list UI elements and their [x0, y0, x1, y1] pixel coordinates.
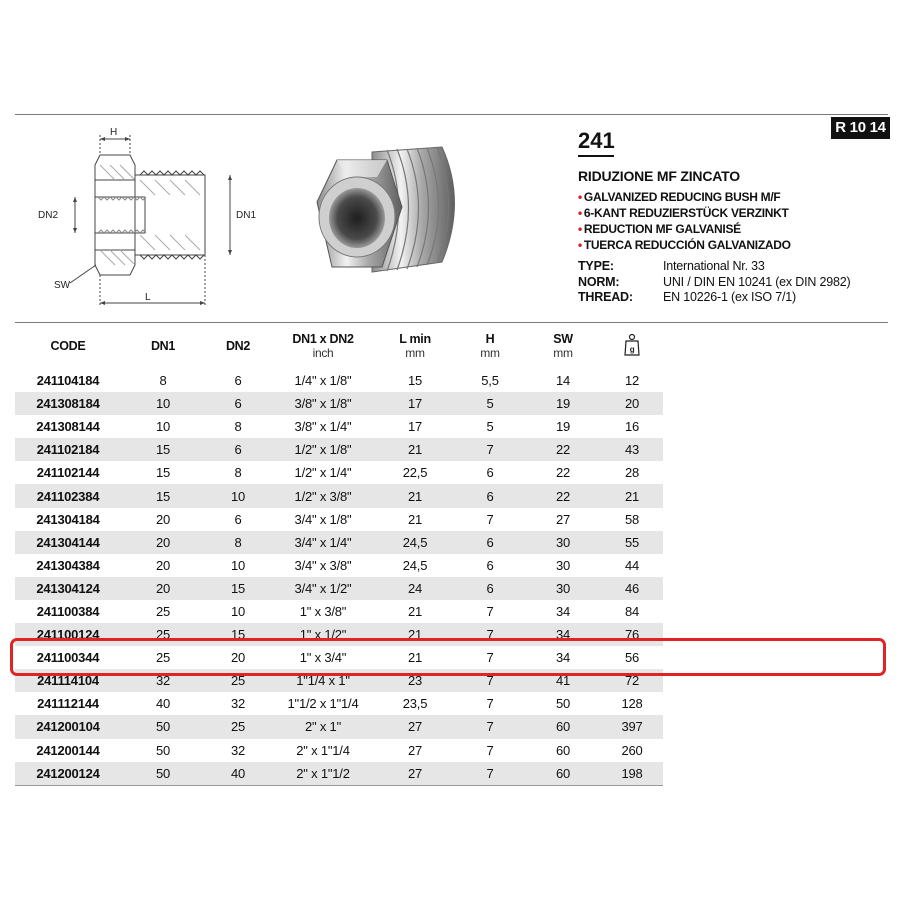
cell-dn2: 8	[234, 534, 242, 550]
bullet-icon: •	[578, 190, 582, 204]
cell-code: 241102184	[36, 442, 100, 458]
cell-sw: 19	[555, 396, 571, 412]
cell-sw: 41	[555, 673, 571, 689]
cell-w: 128	[621, 696, 643, 712]
cell-dn2: 10	[230, 557, 246, 573]
cell-code: 241100344	[36, 650, 100, 666]
cell-w: 72	[624, 673, 640, 689]
table-row	[15, 392, 663, 415]
cell-h: 6	[486, 534, 494, 550]
header-wrench-size: SW mm	[553, 332, 573, 360]
cell-dn1: 50	[155, 719, 171, 735]
cell-w: 46	[624, 580, 640, 596]
cell-code: 241200104	[36, 719, 100, 735]
section-divider	[15, 322, 888, 323]
cell-dn1: 8	[159, 373, 167, 389]
dim-label-sw: SW	[54, 280, 71, 291]
cell-dn1: 25	[155, 650, 171, 666]
cell-dim: 1"1/2 x 1"1/4	[287, 696, 359, 712]
cell-dim: 2" x 1"	[304, 719, 341, 735]
cell-h: 6	[486, 465, 494, 481]
product-name-italian: RIDUZIONE MF ZINCATO	[578, 168, 740, 184]
cell-sw: 22	[555, 442, 571, 458]
cell-sw: 60	[555, 742, 571, 758]
cell-l: 15	[407, 373, 423, 389]
cell-dn2: 25	[230, 673, 246, 689]
table-row	[15, 623, 663, 646]
cell-h: 6	[486, 557, 494, 573]
table-row	[15, 415, 663, 438]
cell-l: 27	[407, 742, 423, 758]
cell-code: 241102384	[36, 488, 100, 504]
bullet-icon: •	[578, 238, 582, 252]
cell-dim: 1/4" x 1/8"	[294, 373, 352, 389]
cell-h: 7	[486, 673, 494, 689]
cell-w: 198	[621, 765, 643, 781]
cell-dn2: 25	[230, 719, 246, 735]
cell-l: 23,5	[402, 696, 428, 712]
table-row	[15, 715, 663, 738]
cell-h: 7	[486, 719, 494, 735]
cell-dn2: 20	[230, 650, 246, 666]
cell-code: 241308184	[36, 396, 100, 412]
cell-l: 27	[407, 765, 423, 781]
title-underline	[578, 155, 614, 157]
cell-dn2: 8	[234, 419, 242, 435]
cell-dn2: 10	[230, 603, 246, 619]
cell-l: 17	[407, 419, 423, 435]
technical-drawing	[30, 125, 270, 315]
table-row	[15, 461, 663, 484]
table-row	[15, 508, 663, 531]
cell-dn1: 32	[155, 673, 171, 689]
cell-dim: 1/2" x 1/4"	[294, 465, 352, 481]
cell-dn1: 15	[155, 488, 171, 504]
cell-dn1: 20	[155, 580, 171, 596]
cell-code: 241104184	[36, 373, 100, 389]
product-name-french: • REDUCTION MF GALVANISÉ	[578, 222, 741, 236]
cell-dim: 3/8" x 1/8"	[294, 396, 352, 412]
cell-dn2: 15	[230, 580, 246, 596]
bullet-icon: •	[578, 222, 582, 236]
cell-code: 241200144	[36, 742, 100, 758]
cell-code: 241102144	[36, 465, 100, 481]
cell-sw: 34	[555, 650, 571, 666]
bullet-icon: •	[578, 206, 582, 220]
cell-w: 56	[624, 650, 640, 666]
cell-sw: 60	[555, 719, 571, 735]
cell-dn2: 40	[230, 765, 246, 781]
dim-label-dn1: DN1	[236, 210, 257, 221]
table-row	[15, 762, 663, 785]
cell-w: 44	[624, 557, 640, 573]
cell-dim: 3/4" x 1/4"	[294, 534, 352, 550]
header-length: L min mm	[399, 332, 431, 360]
table-row	[15, 577, 663, 600]
cell-l: 24,5	[402, 557, 428, 573]
cell-l: 21	[407, 511, 423, 527]
cell-dim: 1" x 3/4"	[299, 650, 347, 666]
cell-sw: 30	[555, 534, 571, 550]
cell-dn1: 25	[155, 603, 171, 619]
header-dimensions: DN1 x DN2 inch	[292, 332, 354, 360]
cell-dn1: 20	[155, 511, 171, 527]
top-divider	[15, 114, 888, 115]
cell-dn1: 10	[155, 396, 171, 412]
header-height: H mm	[480, 332, 500, 360]
cell-h: 7	[486, 650, 494, 666]
cell-w: 43	[624, 442, 640, 458]
product-names-translations	[578, 189, 890, 253]
svg-text:g: g	[629, 344, 635, 354]
dim-label-l: L	[145, 292, 151, 303]
product-photo	[292, 132, 472, 302]
cell-h: 5	[486, 419, 494, 435]
cell-dn2: 32	[230, 742, 246, 758]
cell-dn2: 6	[234, 373, 242, 389]
table-row	[15, 531, 663, 554]
cell-l: 24	[407, 580, 423, 596]
cell-sw: 30	[555, 557, 571, 573]
cell-dn1: 10	[155, 419, 171, 435]
cell-code: 241304124	[36, 580, 100, 596]
table-row-highlighted	[15, 646, 663, 669]
cell-dn2: 8	[234, 465, 242, 481]
cell-h: 5	[486, 396, 494, 412]
table-row	[15, 669, 663, 692]
cell-dim: 1/2" x 1/8"	[294, 442, 352, 458]
product-table	[15, 326, 663, 786]
cell-w: 20	[624, 396, 640, 412]
cell-h: 6	[486, 580, 494, 596]
cell-sw: 22	[555, 488, 571, 504]
cell-l: 21	[407, 603, 423, 619]
table-body	[15, 366, 663, 785]
header-dn1: DN1	[150, 339, 176, 353]
header-dn2: DN2	[225, 339, 251, 353]
cell-dim: 1/2" x 3/8"	[294, 488, 352, 504]
cell-h: 5,5	[481, 373, 499, 389]
cell-l: 21	[407, 488, 423, 504]
dim-label-dn2: DN2	[38, 210, 59, 221]
table-row	[15, 438, 663, 461]
cell-dim: 2" x 1"1/4	[296, 742, 350, 758]
cell-code: 241304144	[36, 534, 100, 550]
product-name-german: • 6-KANT REDUZIERSTÜCK VERZINKT	[578, 206, 789, 220]
product-code: 241	[578, 128, 615, 153]
table-header	[15, 326, 663, 366]
cell-code: 241304384	[36, 557, 100, 573]
table-row	[15, 692, 663, 715]
cell-dn2: 6	[234, 396, 242, 412]
spec-norm: NORM: UNI / DIN EN 10241 (ex DIN 2982)	[578, 274, 851, 289]
product-specs	[578, 259, 890, 306]
cell-sw: 34	[555, 603, 571, 619]
product-info	[578, 128, 890, 306]
cell-sw: 60	[555, 765, 571, 781]
cell-w: 28	[624, 465, 640, 481]
table-row	[15, 484, 663, 507]
table-row	[15, 739, 663, 762]
cell-h: 7	[486, 627, 494, 643]
cell-dim: 1" x 3/8"	[299, 603, 347, 619]
cell-sw: 14	[555, 373, 571, 389]
cell-sw: 34	[555, 627, 571, 643]
cell-dn2: 32	[230, 696, 246, 712]
cell-dn1: 15	[155, 465, 171, 481]
cell-code: 241100124	[36, 627, 100, 643]
cell-dn1: 50	[155, 742, 171, 758]
cell-code: 241112144	[37, 696, 99, 712]
cell-dim: 1"1/4 x 1"	[296, 673, 350, 689]
cell-w: 21	[624, 488, 640, 504]
cell-sw: 50	[555, 696, 571, 712]
cell-h: 7	[486, 603, 494, 619]
header-code: CODE	[50, 339, 86, 353]
cell-l: 21	[407, 627, 423, 643]
cell-dim: 2" x 1"1/2	[296, 765, 350, 781]
cell-dn2: 15	[230, 627, 246, 643]
cell-h: 7	[486, 442, 494, 458]
cell-dim: 3/4" x 1/8"	[294, 511, 352, 527]
cell-w: 12	[624, 373, 640, 389]
cell-l: 21	[407, 442, 423, 458]
cell-dn1: 15	[155, 442, 171, 458]
cell-code: 241114104	[37, 673, 99, 689]
cell-dn2: 6	[234, 442, 242, 458]
cell-w: 397	[621, 719, 643, 735]
cell-dim: 3/4" x 3/8"	[294, 557, 352, 573]
cell-w: 58	[624, 511, 640, 527]
cell-l: 21	[407, 650, 423, 666]
product-name-spanish: • TUERCA REDUCCIÓN GALVANIZADO	[578, 238, 791, 252]
spec-thread: THREAD: EN 10226-1 (ex ISO 7/1)	[578, 290, 796, 304]
catalog-badge: R 10 14	[831, 117, 890, 139]
product-name-english: • GALVANIZED REDUCING BUSH M/F	[578, 190, 781, 204]
cell-dn1: 20	[155, 557, 171, 573]
cell-l: 27	[407, 719, 423, 735]
cell-w: 260	[621, 742, 643, 758]
cell-h: 6	[486, 488, 494, 504]
cell-sw: 19	[555, 419, 571, 435]
cell-dn1: 50	[155, 765, 171, 781]
header-weight	[601, 333, 663, 360]
table-row	[15, 554, 663, 577]
cell-code: 241304184	[36, 511, 100, 527]
cell-code: 241308144	[36, 419, 100, 435]
cell-l: 24,5	[402, 534, 428, 550]
weight-icon	[624, 333, 640, 357]
cell-h: 7	[486, 696, 494, 712]
cell-sw: 27	[555, 511, 571, 527]
cell-dim: 1" x 1/2"	[299, 627, 347, 643]
cell-sw: 30	[555, 580, 571, 596]
cell-l: 22,5	[402, 465, 428, 481]
cell-sw: 22	[555, 465, 571, 481]
dim-label-h: H	[110, 127, 118, 138]
table-row	[15, 600, 663, 623]
cell-h: 7	[486, 765, 494, 781]
table-row	[15, 369, 663, 392]
cell-dn1: 40	[155, 696, 171, 712]
cell-w: 84	[624, 603, 640, 619]
cell-l: 17	[407, 396, 423, 412]
cell-dn1: 25	[155, 627, 171, 643]
cell-code: 241100384	[36, 603, 100, 619]
cell-dim: 3/8" x 1/4"	[294, 419, 352, 435]
cell-h: 7	[486, 742, 494, 758]
cell-l: 23	[407, 673, 423, 689]
spec-type: TYPE: International Nr. 33	[578, 259, 765, 273]
cell-dn2: 6	[234, 511, 242, 527]
cell-dim: 3/4" x 1/2"	[294, 580, 352, 596]
cell-w: 55	[624, 534, 640, 550]
cell-w: 16	[624, 419, 640, 435]
cell-w: 76	[624, 627, 640, 643]
cell-h: 7	[486, 511, 494, 527]
cell-dn2: 10	[230, 488, 246, 504]
cell-dn1: 20	[155, 534, 171, 550]
cell-code: 241200124	[36, 765, 100, 781]
